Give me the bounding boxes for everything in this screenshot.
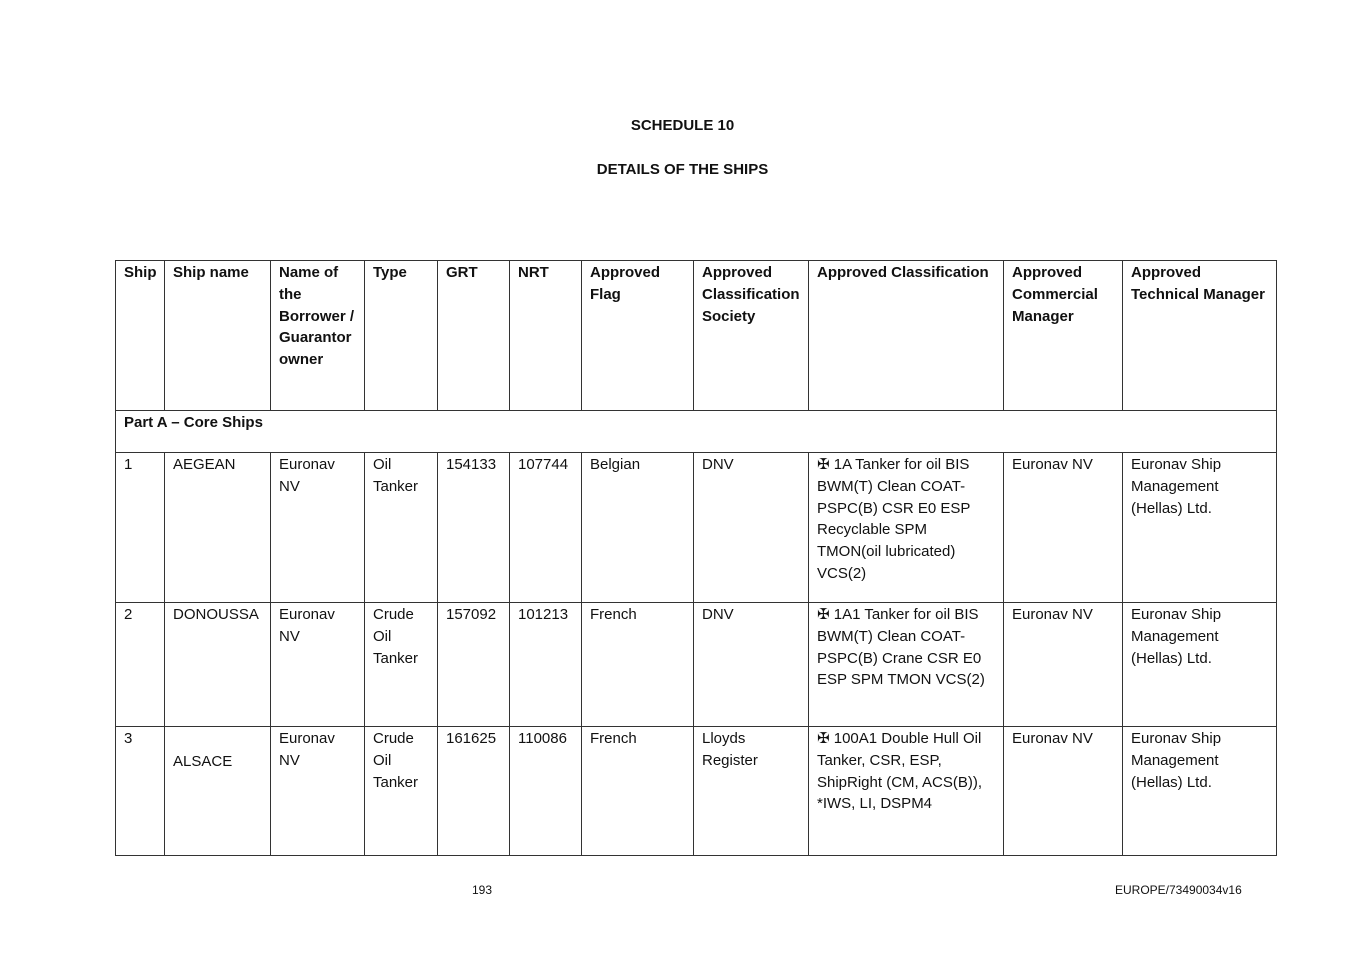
cell-grt: 154133 bbox=[438, 453, 510, 603]
header-grt: GRT bbox=[438, 261, 510, 411]
cell-society: DNV bbox=[694, 453, 809, 603]
page-number: 193 bbox=[472, 883, 493, 897]
cell-type: Crude Oil Tanker bbox=[365, 727, 438, 856]
header-ship-name: Ship name bbox=[165, 261, 271, 411]
table-header-row bbox=[116, 261, 1277, 411]
cell-flag: French bbox=[582, 603, 694, 727]
cell-classification: ✠ 1A Tanker for oil BIS BWM(T) Clean COAT-PSPC(B) CSR E0 ESP Recyclable SPM TMON(oil lubricated) VCS(2) bbox=[809, 453, 1004, 603]
cell-grt: 161625 bbox=[438, 727, 510, 856]
header-society: Approved Classification Society bbox=[694, 261, 809, 411]
table-row bbox=[116, 603, 1277, 727]
cell-ship-name: ALSACE bbox=[165, 727, 271, 856]
cell-type: Crude Oil Tanker bbox=[365, 603, 438, 727]
cell-borrower: Euronav NV bbox=[271, 453, 365, 603]
cell-ship-name: DONOUSSA bbox=[165, 603, 271, 727]
table-row bbox=[116, 453, 1277, 603]
cell-society: DNV bbox=[694, 603, 809, 727]
cell-ship-name: AEGEAN bbox=[165, 453, 271, 603]
cell-flag: Belgian bbox=[582, 453, 694, 603]
cell-commercial-manager: Euronav NV bbox=[1004, 453, 1123, 603]
table-row bbox=[116, 727, 1277, 856]
header-technical-manager: Approved Technical Manager bbox=[1123, 261, 1277, 411]
cell-borrower: Euronav NV bbox=[271, 727, 365, 856]
cell-ship: 2 bbox=[116, 603, 165, 727]
cell-society: Lloyds Register bbox=[694, 727, 809, 856]
cell-ship: 3 bbox=[116, 727, 165, 856]
cell-commercial-manager: Euronav NV bbox=[1004, 727, 1123, 856]
cell-technical-manager: Euronav Ship Management (Hellas) Ltd. bbox=[1123, 603, 1277, 727]
header-type: Type bbox=[365, 261, 438, 411]
cell-classification: ✠ 1A1 Tanker for oil BIS BWM(T) Clean COAT-PSPC(B) Crane CSR E0 ESP SPM TMON VCS(2) bbox=[809, 603, 1004, 727]
cell-nrt: 107744 bbox=[510, 453, 582, 603]
schedule-title: SCHEDULE 10 bbox=[630, 117, 735, 134]
header-ship: Ship bbox=[116, 261, 165, 411]
header-classification: Approved Classification bbox=[809, 261, 1004, 411]
cell-ship: 1 bbox=[116, 453, 165, 603]
document-reference: EUROPE/73490034v16 bbox=[1115, 883, 1242, 897]
cell-nrt: 101213 bbox=[510, 603, 582, 727]
header-borrower: Name of the Borrower / Guarantor owner bbox=[271, 261, 365, 411]
cell-commercial-manager: Euronav NV bbox=[1004, 603, 1123, 727]
cell-borrower: Euronav NV bbox=[271, 603, 365, 727]
header-commercial-manager: Approved Commercial Manager bbox=[1004, 261, 1123, 411]
cell-technical-manager: Euronav Ship Management (Hellas) Ltd. bbox=[1123, 727, 1277, 856]
ships-table bbox=[115, 260, 1277, 856]
cell-nrt: 110086 bbox=[510, 727, 582, 856]
section-title: DETAILS OF THE SHIPS bbox=[596, 161, 769, 178]
cell-flag: French bbox=[582, 727, 694, 856]
header-nrt: NRT bbox=[510, 261, 582, 411]
cell-classification: ✠ 100A1 Double Hull Oil Tanker, CSR, ESP, ShipRight (CM, ACS(B)), *IWS, LI, DSPM4 bbox=[809, 727, 1004, 856]
cell-grt: 157092 bbox=[438, 603, 510, 727]
cell-type: Oil Tanker bbox=[365, 453, 438, 603]
cell-technical-manager: Euronav Ship Management (Hellas) Ltd. bbox=[1123, 453, 1277, 603]
part-a-heading: Part A – Core Ships bbox=[116, 411, 1277, 453]
header-flag: Approved Flag bbox=[582, 261, 694, 411]
part-a-row bbox=[116, 411, 1277, 453]
